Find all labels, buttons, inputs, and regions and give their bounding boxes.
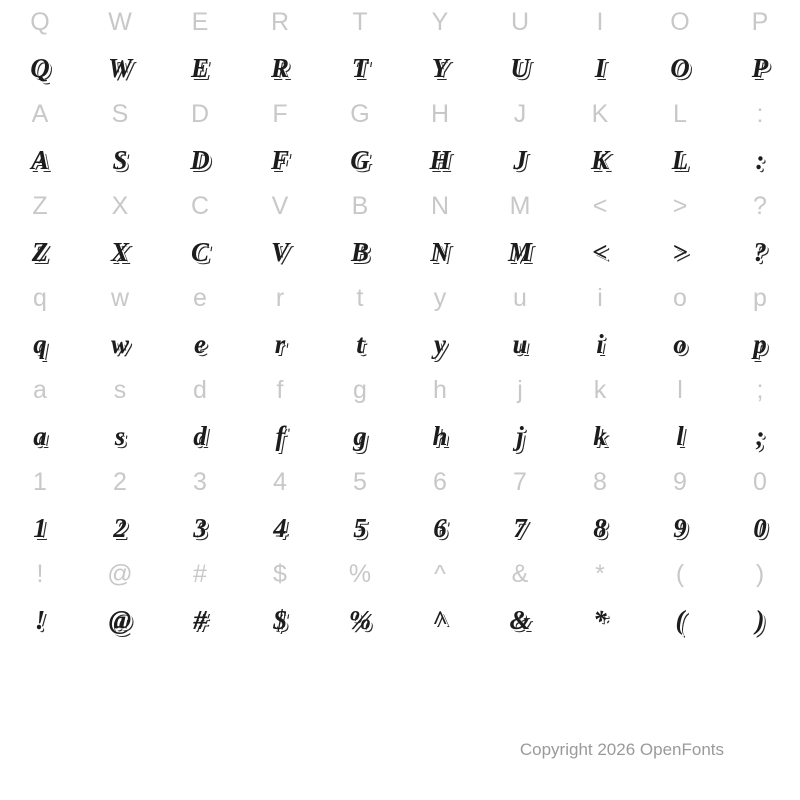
reference-glyph: 4 — [273, 467, 287, 496]
reference-glyph: i — [597, 283, 603, 312]
sample-glyph: O — [670, 52, 690, 83]
reference-glyph: j — [517, 375, 523, 404]
sample-glyph: 2 — [113, 512, 127, 543]
reference-glyph: p — [753, 283, 767, 312]
reference-glyph: ! — [36, 559, 44, 588]
sample-glyph: D — [190, 144, 210, 175]
reference-glyph: J — [513, 99, 527, 128]
reference-glyph: w — [110, 283, 130, 312]
sample-glyph: 4 — [273, 512, 287, 543]
reference-glyph: & — [511, 559, 529, 588]
sample-glyph: Q — [30, 52, 50, 83]
reference-glyph: B — [351, 191, 369, 220]
sample-glyph: ; — [755, 420, 765, 451]
sample-glyph: q — [33, 328, 47, 359]
reference-glyph: f — [276, 375, 284, 404]
reference-glyph: q — [33, 283, 47, 312]
reference-glyph: a — [33, 375, 47, 404]
sample-glyph: J — [513, 144, 527, 175]
sample-glyph: ) — [755, 604, 765, 635]
reference-glyph: H — [430, 99, 450, 128]
sample-glyph: ? — [753, 236, 767, 267]
reference-glyph: Q — [30, 7, 50, 36]
reference-glyph: 0 — [753, 467, 767, 496]
reference-glyph: L — [673, 99, 687, 128]
reference-glyph: 5 — [353, 467, 367, 496]
reference-glyph: h — [433, 375, 447, 404]
reference-glyph: Z — [32, 191, 48, 220]
reference-glyph: W — [108, 7, 132, 36]
sample-glyph: 1 — [33, 512, 47, 543]
sample-glyph: M — [507, 236, 532, 267]
sample-glyph: o — [673, 328, 687, 359]
reference-glyph: 8 — [593, 467, 607, 496]
sample-glyph: S — [112, 144, 128, 175]
sample-glyph: f — [275, 420, 285, 451]
reference-glyph: 3 — [193, 467, 207, 496]
reference-glyph: % — [348, 559, 372, 588]
reference-glyph: S — [111, 99, 129, 128]
sample-glyph: i — [596, 328, 604, 359]
sample-glyph: E — [190, 52, 209, 83]
sample-glyph: l — [676, 420, 684, 451]
sample-glyph: 0 — [753, 512, 767, 543]
sample-glyph: > — [672, 236, 688, 267]
reference-glyph: y — [433, 283, 447, 312]
reference-glyph: F — [272, 99, 288, 128]
reference-glyph: ^ — [434, 559, 446, 588]
reference-glyph: 7 — [513, 467, 527, 496]
sample-glyph: K — [590, 144, 609, 175]
sample-glyph: 7 — [513, 512, 527, 543]
reference-glyph: V — [271, 191, 289, 220]
sample-glyph: p — [753, 328, 767, 359]
reference-glyph: g — [353, 375, 367, 404]
sample-glyph: r — [274, 328, 286, 359]
sample-glyph: I — [594, 52, 606, 83]
sample-glyph: H — [429, 144, 451, 175]
reference-glyph: o — [673, 283, 687, 312]
reference-glyph: u — [513, 283, 527, 312]
reference-glyph: l — [677, 375, 683, 404]
sample-glyph: h — [432, 420, 448, 451]
sample-glyph: k — [593, 420, 607, 451]
reference-glyph: C — [190, 191, 210, 220]
sample-glyph: < — [592, 236, 608, 267]
sample-glyph: e — [194, 328, 206, 359]
sample-glyph: V — [270, 236, 289, 267]
sample-glyph: @ — [108, 604, 132, 635]
sample-glyph: 8 — [593, 512, 607, 543]
reference-glyph: K — [591, 99, 609, 128]
sample-glyph: ( — [675, 604, 685, 635]
reference-glyph: M — [509, 191, 531, 220]
reference-glyph: ( — [675, 559, 685, 588]
sample-glyph: y — [434, 328, 446, 359]
reference-glyph: e — [193, 283, 207, 312]
sample-glyph: w — [110, 328, 129, 359]
reference-glyph: O — [670, 7, 690, 36]
sample-glyph: 5 — [353, 512, 367, 543]
sample-glyph: 6 — [433, 512, 447, 543]
reference-glyph: X — [111, 191, 129, 220]
sample-glyph: B — [350, 236, 369, 267]
reference-glyph: s — [113, 375, 127, 404]
reference-glyph: > — [672, 191, 688, 220]
sample-glyph: 3 — [193, 512, 207, 543]
reference-glyph: I — [596, 7, 604, 36]
sample-glyph: & — [509, 604, 531, 635]
reference-glyph: A — [31, 99, 49, 128]
sample-glyph: Z — [31, 236, 49, 267]
reference-glyph: P — [751, 7, 769, 36]
sample-glyph: # — [193, 604, 207, 635]
reference-glyph: D — [190, 99, 210, 128]
sample-glyph: a — [33, 420, 47, 451]
sample-glyph: X — [110, 236, 129, 267]
sample-glyph: Y — [431, 52, 449, 83]
reference-glyph: $ — [273, 559, 287, 588]
sample-glyph: N — [430, 236, 450, 267]
sample-glyph: R — [270, 52, 289, 83]
sample-glyph: 9 — [673, 512, 687, 543]
reference-glyph: R — [270, 7, 290, 36]
reference-glyph: # — [193, 559, 207, 588]
reference-glyph: 2 — [113, 467, 127, 496]
sample-glyph: : — [755, 144, 765, 175]
sample-glyph: j — [516, 420, 524, 451]
copyright-notice: Copyright 2026 OpenFonts — [519, 740, 724, 759]
sample-glyph: s — [114, 420, 126, 451]
reference-glyph: N — [430, 191, 450, 220]
reference-glyph: G — [350, 99, 370, 128]
sample-glyph: u — [512, 328, 528, 359]
sample-glyph: A — [30, 144, 49, 175]
sample-glyph: ^ — [432, 604, 448, 635]
sample-glyph: d — [193, 420, 207, 451]
reference-glyph: U — [510, 7, 530, 36]
sample-glyph: % — [348, 604, 372, 635]
sample-glyph: U — [510, 52, 530, 83]
reference-glyph: < — [592, 191, 608, 220]
reference-glyph: T — [352, 7, 368, 36]
reference-glyph: @ — [107, 559, 133, 588]
reference-glyph: r — [275, 283, 285, 312]
reference-glyph: k — [593, 375, 607, 404]
reference-glyph: ; — [756, 375, 764, 404]
sample-glyph: G — [350, 144, 370, 175]
reference-glyph: : — [756, 99, 764, 128]
sample-glyph: g — [353, 420, 367, 451]
sample-glyph: ! — [34, 604, 46, 635]
sample-glyph: P — [751, 52, 769, 83]
sample-glyph: T — [351, 52, 369, 83]
sample-glyph: F — [270, 144, 289, 175]
reference-glyph: E — [191, 7, 209, 36]
reference-glyph: 6 — [433, 467, 447, 496]
reference-glyph: ? — [753, 191, 767, 220]
sample-glyph: W — [107, 52, 132, 83]
reference-glyph: t — [356, 283, 364, 312]
sample-glyph: * — [593, 604, 607, 635]
sample-glyph: t — [356, 328, 364, 359]
reference-glyph: 9 — [673, 467, 687, 496]
reference-glyph: d — [193, 375, 207, 404]
reference-glyph: ) — [755, 559, 765, 588]
reference-glyph: * — [595, 559, 605, 588]
sample-glyph: $ — [273, 604, 287, 635]
reference-glyph: Y — [431, 7, 449, 36]
sample-glyph: L — [671, 144, 689, 175]
reference-glyph: 1 — [33, 467, 47, 496]
sample-glyph: C — [190, 236, 209, 267]
